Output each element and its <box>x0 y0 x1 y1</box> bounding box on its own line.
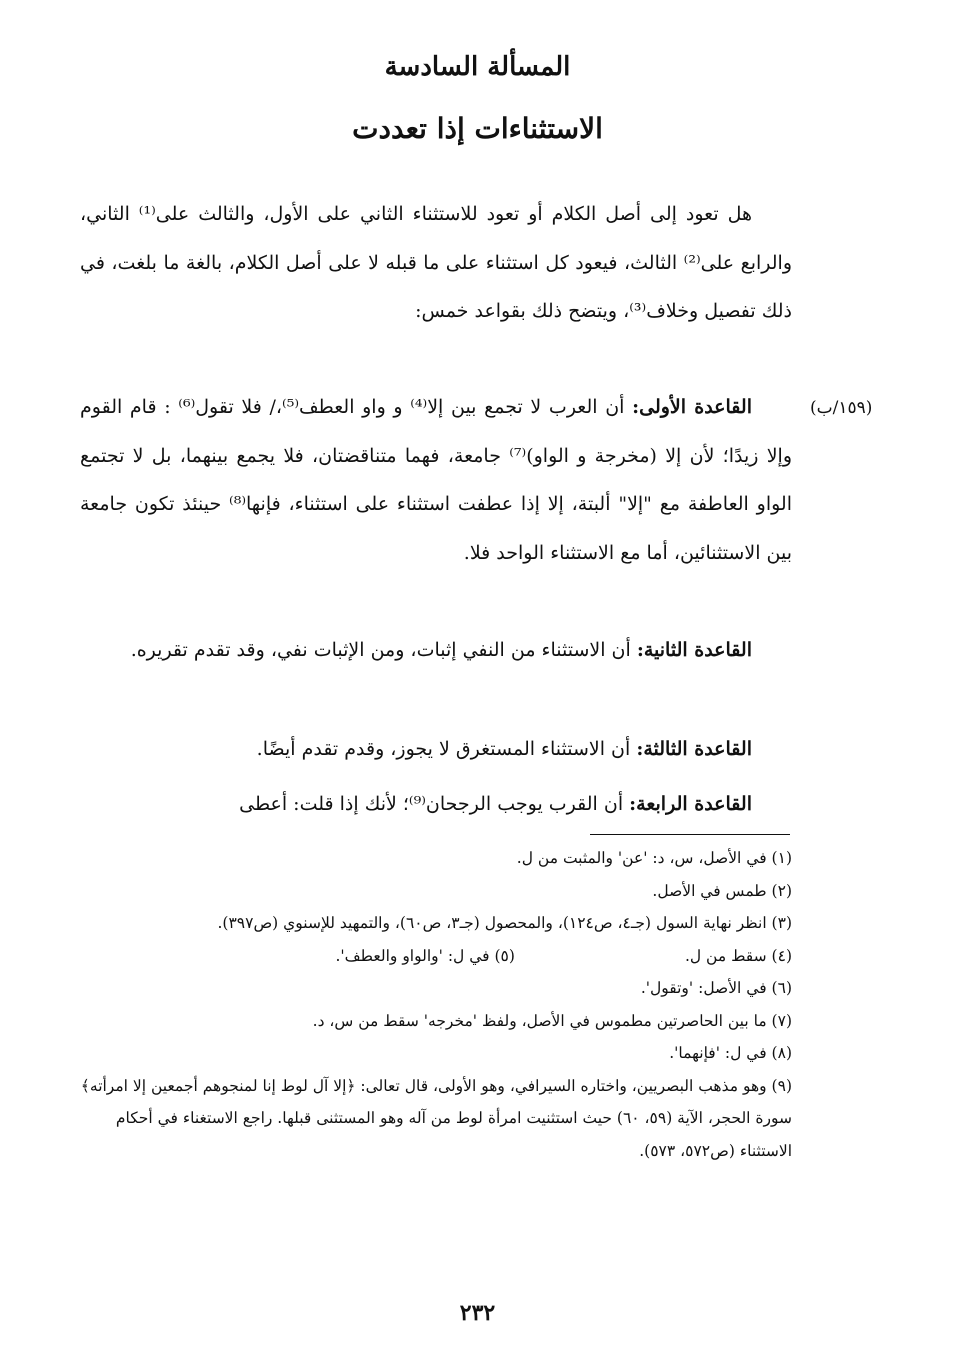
rule-4-text: أن القرب يوجب الرجحان⁽⁹⁾؛ لأنك إذا قلت: أعطى <box>239 793 630 815</box>
rule-3-heading: القاعدة الثالثة: <box>636 738 752 760</box>
rule-1-heading: القاعدة الأولى: <box>632 396 752 418</box>
intro-paragraph <box>80 190 792 336</box>
footnote-7: (٧) ما بين الحاصرتين مطموس في الأصل، ولفظ 'مخرجه' سقط من س، د. <box>312 1011 792 1030</box>
footnotes <box>80 842 792 1167</box>
rule-2-heading: القاعدة الثانية: <box>636 639 752 661</box>
footnote-1: (١) في الأصل، س، د: 'عن' والمثبت من ل. <box>516 849 792 867</box>
manuscript-folio-note: (١٥٩/ب) <box>810 398 873 418</box>
footnote-row-4-5 <box>80 940 792 973</box>
rule-2-paragraph <box>80 626 792 675</box>
rule-3-text: أن الاستثناء المستغرق لا يجوز، وقدم تقدم أيضًا. <box>256 738 637 760</box>
section-subtitle: الاستثناءات إذا تعددت <box>352 112 603 145</box>
section-title: المسألة السادسة <box>384 52 571 82</box>
rule-2-text: أن الاستثناء من النفي إثبات، ومن الإثبات نفي، وقد تقدم تقريره. <box>130 639 637 661</box>
footnote-8: (٨) في ل: 'فإنهما'. <box>669 1044 792 1062</box>
footnote-9: (٩) وهو مذهب البصريين، واختاره السيرافي، وهو الأولى، قال تعالى: ﴿إلا آل لوط إنا لمنجوهم أجمعين إلا امرأته﴾ سورة الحجر، الآية (٥٩، ٦٠) حيث استثنيت امرأة لوط من آله وهو المستثنى قبلها. راجع الاستغناء في أحكام الاستثناء (ص٥٧٢، ٥٧٣). <box>80 1076 792 1160</box>
rule-3-paragraph <box>80 725 792 774</box>
rule-4-heading: القاعدة الرابعة: <box>629 793 752 815</box>
footnote-3: (٣) انظر نهاية السول (جـ٤، ص١٢٤)، والمحصول (جـ٣، ص٦٠)، والتمهيد للإسنوي (ص٣٩٧). <box>217 914 792 932</box>
footnote-6: (٦) في الأصل: 'وتقول'. <box>640 979 792 997</box>
footnote-4: (٤) سقط من ل. <box>684 946 792 965</box>
footnote-5: (٥) في ل: 'والواو والعطف'. <box>335 946 515 965</box>
rule-4-paragraph <box>80 780 792 829</box>
footnote-2: (٢) طمس في الأصل. <box>652 881 792 900</box>
intro-text: هل تعود إلى أصل الكلام أو تعود للاستثناء الثاني على الأول، والثالث على⁽¹⁾ الثاني، والرابع على⁽²⁾ الثالث، فيعود كل استثناء على ما قبله لا على أصل الكلام، بالغة ما بلغت، في ذلك تفصيل وخلاف⁽³⁾، ويتضح ذلك بقواعد خمس: <box>80 203 792 322</box>
footnote-separator <box>590 834 790 835</box>
rule-1-text: أن العرب لا تجمع بين إلا⁽⁴⁾ و واو العطف⁽⁵⁾،/ فلا تقول⁽⁶⁾ : قام القوم وإلا زيدًا؛ لأن إلا (مخرجة و الواو)⁽⁷⁾ جامعة، فهما متناقضتان، فلا يجمع بينهما، بل لا تجتمع الواو العاطفة مع "إلا" ألبتة، إلا إذا عطفت استثناء على استثناء، فإنها⁽⁸⁾ حينئذ تكون جامعة بين الاستثنائين، أما مع الاستثناء الواحد فلا. <box>80 396 792 564</box>
rule-1-paragraph <box>80 383 792 577</box>
page-number: ٢٣٢ <box>459 1300 496 1326</box>
